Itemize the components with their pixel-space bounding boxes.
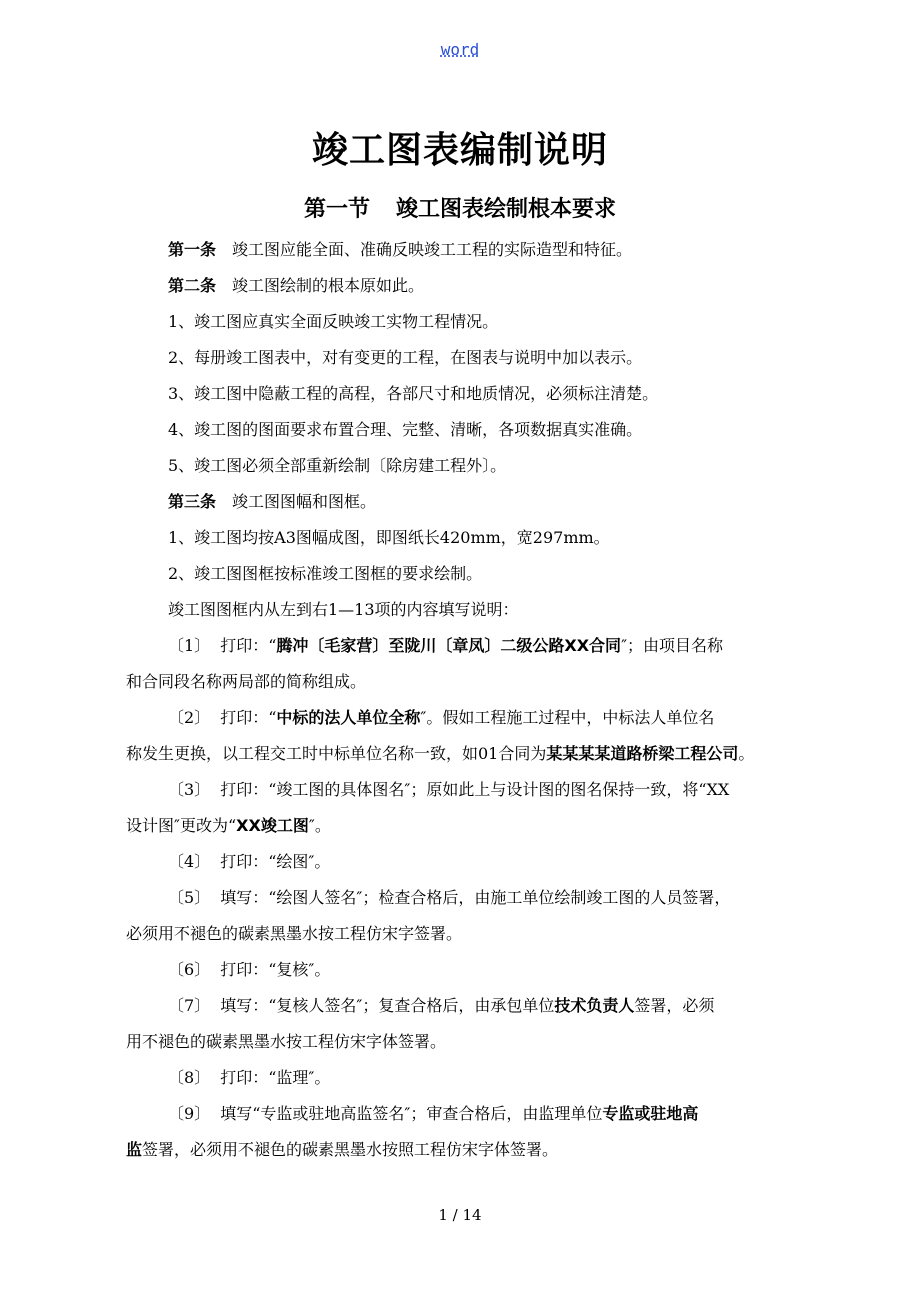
frame-item-1	[126, 628, 806, 664]
item-number: 〔1〕	[168, 636, 211, 655]
frame-item-3-cont	[126, 808, 806, 844]
item-text: 打印：“复核″。	[220, 960, 331, 979]
item-text: 。	[738, 744, 755, 763]
item-emphasis: 腾冲〔毛家营〕至陇川〔章凤〕二级公路XX合同	[276, 636, 622, 655]
item-text: 设计图″更改为“	[126, 816, 237, 835]
article-label: 第三条	[168, 492, 217, 511]
article-text: 竣工图应能全面、准确反映竣工工程的实际造型和特征。	[232, 240, 633, 259]
article-text: 竣工图绘制的根本原如此。	[232, 276, 425, 295]
list-item: 3、竣工图中隐蔽工程的高程，各部尺寸和地质情况，必须标注清楚。	[168, 384, 659, 403]
section-number: 第一节	[303, 197, 370, 222]
item-text: 填写“专监或驻地高监签名″；审查合格后，由监理单位	[220, 1104, 603, 1123]
item-text: 打印：“	[220, 636, 277, 655]
frame-item-7-cont: 用不褪色的碳素黑墨水按工程仿宋字体签署。	[126, 1032, 447, 1051]
item-number: 〔8〕	[168, 1068, 211, 1087]
frame-intro: 竣工图图框内从左到右1—13项的内容填写说明：	[168, 600, 519, 619]
frame-item-5	[126, 880, 806, 916]
document-title: 竣工图表编制说明	[311, 130, 608, 171]
item-emphasis: 专监或驻地高	[602, 1104, 699, 1123]
item-number: 〔4〕	[168, 852, 211, 871]
item-text: 签署，必须用不褪色的碳素黑墨水按照工程仿宋字体签署。	[142, 1140, 559, 1159]
frame-item-7	[126, 988, 806, 1024]
article-3	[126, 484, 806, 520]
item-text: 称发生更换，以工程交工时中标单位名称一致，如01合同为	[126, 744, 547, 763]
item-text: ″。	[308, 816, 331, 835]
frame-item-3	[126, 772, 806, 808]
item-text: 填写：“复核人签名″；复查合格后，由承包单位	[220, 996, 555, 1015]
list-item: 1、竣工图均按A3图幅成图，即图纸长420mm，宽297mm。	[168, 528, 610, 547]
item-text: ″；由项目名称	[621, 636, 724, 655]
item-text: ″。假如工程施工过程中，中标法人单位名	[420, 708, 715, 727]
frame-item-9	[126, 1096, 806, 1132]
frame-item-2-cont	[126, 736, 806, 772]
item-text: 签署，必须	[634, 996, 715, 1015]
item-text: 填写：“绘图人签名″；检查合格后，由施工单位绘制竣工图的人员签署，	[220, 888, 731, 907]
frame-item-8	[126, 1060, 806, 1096]
list-item: 4、竣工图的图面要求布置合理、完整、清晰，各项数据真实准确。	[168, 420, 643, 439]
frame-item-4	[126, 844, 806, 880]
frame-item-1-cont: 和合同段名称两局部的简称组成。	[126, 672, 367, 691]
frame-item-6	[126, 952, 806, 988]
article-2	[126, 268, 806, 304]
item-number: 〔9〕	[168, 1104, 211, 1123]
item-emphasis: XX竣工图	[236, 816, 309, 835]
article-label: 第二条	[168, 276, 217, 295]
item-number: 〔7〕	[168, 996, 211, 1015]
item-emphasis: 某某某某道路桥梁工程公司	[546, 744, 739, 763]
item-number: 〔6〕	[168, 960, 211, 979]
article-1	[126, 232, 806, 268]
list-item: 2、竣工图图框按标准竣工图框的要求绘制。	[168, 564, 483, 583]
page-number: 1 / 14	[438, 1206, 482, 1224]
item-number: 〔5〕	[168, 888, 211, 907]
section-name: 竣工图表绘制根本要求	[396, 197, 617, 222]
item-text: 打印：“	[220, 708, 277, 727]
item-text: 打印：“监理″。	[220, 1068, 331, 1087]
list-item: 1、竣工图应真实全面反映竣工实物工程情况。	[168, 312, 499, 331]
item-text: 打印：“绘图″。	[220, 852, 331, 871]
item-number: 〔3〕	[168, 780, 211, 799]
item-emphasis: 中标的法人单位全称	[276, 708, 421, 727]
article-text: 竣工图图幅和图框。	[232, 492, 377, 511]
frame-item-2	[126, 700, 806, 736]
list-item: 5、竣工图必须全部重新绘制〔除房建工程外〕。	[168, 456, 507, 475]
item-emphasis: 技术负责人	[554, 996, 635, 1015]
document-body	[126, 232, 806, 1168]
item-text: 打印：“竣工图的具体图名″；原如此上与设计图的图名保持一致，将“XX	[220, 780, 730, 799]
header-word-link[interactable]: word	[440, 40, 480, 59]
list-item: 2、每册竣工图表中，对有变更的工程，在图表与说明中加以表示。	[168, 348, 643, 367]
item-emphasis: 监	[126, 1140, 143, 1159]
frame-item-9-cont	[126, 1132, 806, 1168]
article-label: 第一条	[168, 240, 217, 259]
frame-item-5-cont: 必须用不褪色的碳素黑墨水按工程仿宋字签署。	[126, 924, 463, 943]
section-heading	[0, 192, 920, 223]
item-number: 〔2〕	[168, 708, 211, 727]
